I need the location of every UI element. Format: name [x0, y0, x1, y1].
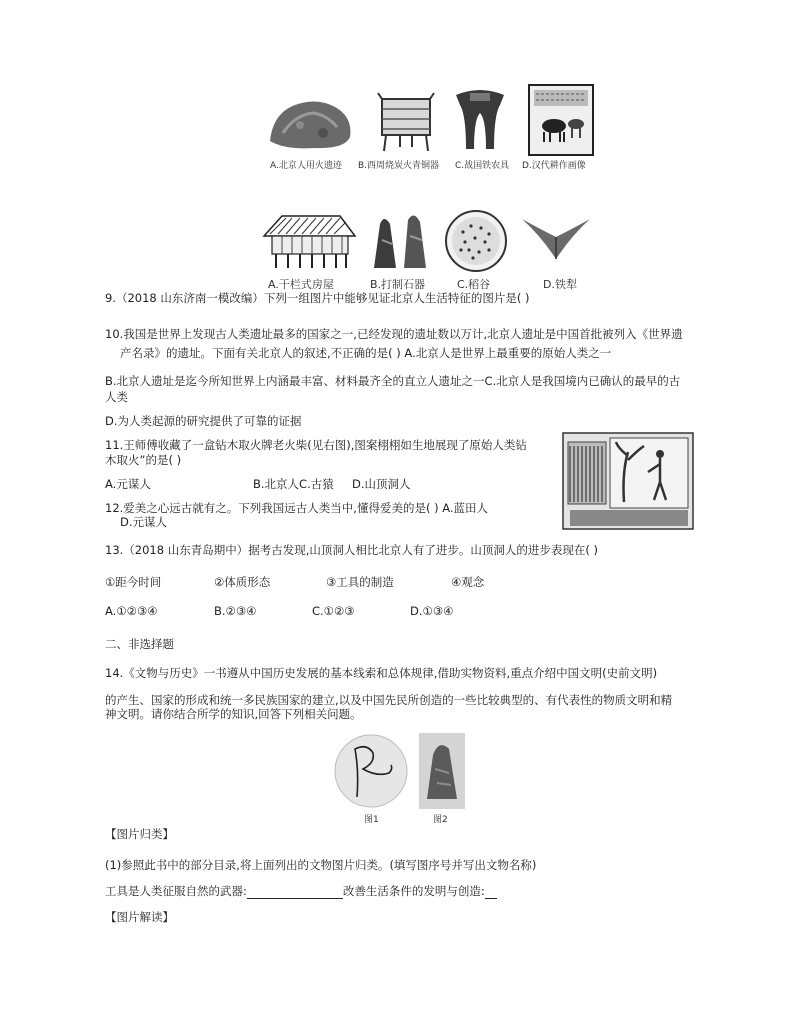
bronze-brazier-image: [370, 85, 442, 157]
heading-picture-classify: 【图片归类】: [105, 827, 174, 841]
section-non-choice-title: 二、非选择题: [105, 637, 174, 651]
matchbox-image: [562, 432, 694, 530]
classify-answer-line: [105, 883, 497, 899]
question-10-line2: 产名录》的遗址。下面有关北京人的叙述,不正确的是( ) A.北京人是世界上最重要的原始人类之一: [120, 346, 612, 360]
caption-stone-tools: B.打制石器: [370, 278, 426, 291]
question-10-line1: 10.我国是世界上发现古人类遗址最多的国家之一,已经发现的遗址数以万计,北京人遗址是中国首批被列入《世界遗: [105, 327, 683, 341]
q13-item-2: ②体质形态: [214, 575, 271, 589]
question-11-option-bc: B.北京人C.古猿: [253, 477, 334, 491]
question-14-line1: 14.《文物与历史》一书遵从中国历史发展的基本线索和总体规律,借助实物资料,重点介绍中国文明(史前文明): [105, 666, 658, 680]
fire-remains-image: [265, 93, 355, 153]
iron-plough-image: [520, 215, 592, 265]
q13-option-b: B.②③④: [214, 604, 257, 618]
question-10-line4: 人类: [105, 390, 128, 404]
rice-grains-image: [443, 208, 509, 274]
caption-iron-tool: C.战国铁农具: [455, 161, 510, 171]
caption-stilt-house: A.干栏式房屋: [268, 278, 334, 291]
q13-item-3: ③工具的制造: [326, 575, 394, 589]
question-11-option-a: A.元谋人: [105, 477, 151, 491]
q13-option-d: D.①③④: [410, 604, 454, 618]
question-14-line2: 的产生、国家的形成和统一多民族国家的建立,以及中国先民所创造的一些比较典型的、有代表性的物质文明和精: [105, 693, 673, 707]
question-10-line5: D.为人类起源的研究提供了可靠的证据: [105, 414, 302, 428]
q13-option-a: A.①②③④: [105, 604, 158, 618]
question-11-line1: 11.王师傅收藏了一盒钻木取火牌老火柴(见右图),图案栩栩如生地展现了原始人类钻: [105, 438, 527, 452]
question-12-line1: 12.爱美之心远古就有之。下列我国远古人类当中,懂得爱美的是( ) A.蓝田人: [105, 501, 489, 515]
question-9: 9.（2018 山东济南一模改编）下列一组图片中能够见证北京人生活特征的图片是( ): [105, 291, 530, 305]
question-14-line3: 神文明。请你结合所学的知识,回答下列相关问题。: [105, 707, 362, 721]
iron-farm-tool-image: [450, 85, 510, 157]
figure-1-caption: 图1: [364, 815, 379, 825]
q13-item-4: ④观念: [451, 575, 485, 589]
figure-1-image: [333, 733, 409, 809]
han-farming-relief-image: [528, 84, 594, 156]
heading-picture-interpret: 【图片解读】: [105, 910, 174, 924]
tools-answer-blank[interactable]: [247, 886, 343, 899]
stilt-house-image: [262, 210, 357, 272]
life-answer-blank[interactable]: [485, 886, 497, 899]
classify-life-label: 改善生活条件的发明与创造:: [342, 884, 485, 898]
chipped-stone-tools-image: [370, 210, 430, 272]
question-11-line2: 木取火”的是( ): [105, 453, 182, 467]
question-13: 13.（2018 山东青岛期中）据考古发现,山顶洞人相比北京人有了进步。山顶洞人的进步表现在( ): [105, 543, 598, 557]
caption-farming-relief: D.汉代耕作画像: [522, 161, 586, 171]
caption-plough: D.铁犁: [543, 278, 577, 291]
classify-tools-label: 工具是人类征服自然的武器:: [105, 884, 247, 898]
classify-question: (1)参照此书中的部分目录,将上面列出的文物图片归类。(填写图序号并写出文物名称): [105, 858, 537, 872]
caption-bronze-brazier: B.西周烧炭火青铜器: [358, 161, 440, 171]
question-12-line2: D.元谋人: [120, 515, 168, 529]
figure-2-caption: 图2: [433, 815, 448, 825]
caption-fire-remains: A.北京人用火遗迹: [270, 161, 342, 171]
caption-rice: C.稻谷: [457, 278, 491, 291]
question-11-option-d: D.山顶洞人: [352, 477, 411, 491]
q13-option-c: C.①②③: [312, 604, 355, 618]
question-10-line3: B.北京人遗址是迄今所知世界上内涵最丰富、材料最齐全的直立人遗址之一C.北京人是我国境内已确认的最早的古: [105, 374, 681, 388]
figure-2-image: [419, 733, 465, 809]
q13-item-1: ①距今时间: [105, 575, 162, 589]
